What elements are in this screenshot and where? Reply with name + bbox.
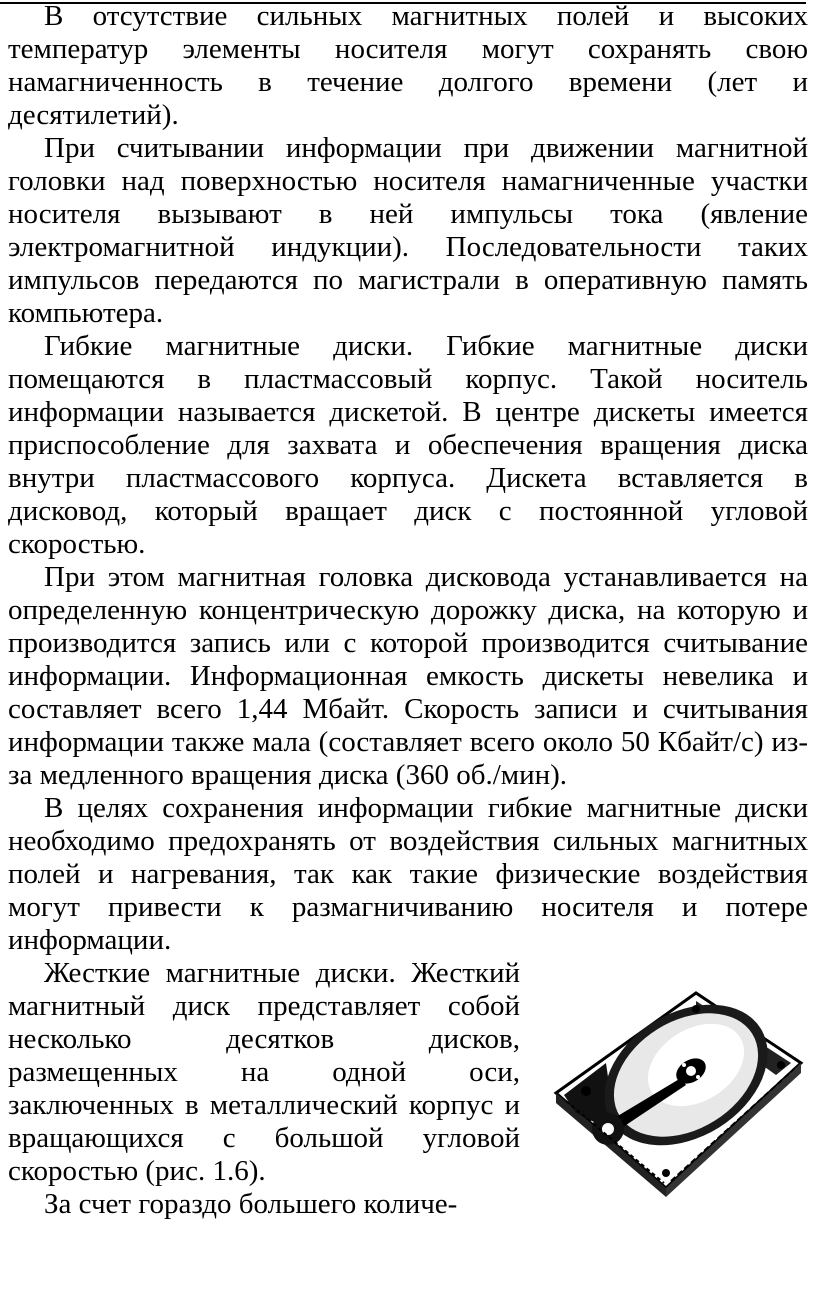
- paragraph-6: Жесткие магнитные диски. Жесткий магнитный диск представляет собой несколько десятков дисков, размещенных на одной оси, заключенных в металлический корпус и вращающихся с большой угловой скоростью (рис. 1.6).: [8, 957, 520, 1187]
- paragraph-3: Гибкие магнитные диски. Гибкие магнитные диски помещаются в пластмассовый корпус. Такой носитель информации называется дискетой. В центре дискеты имеется приспособление для захвата и обеспечения вращения диска внутри пластмассового корпуса. Дискета вставляется в дисковод, который вращает диск с постоянной угловой скоростью.: [8, 330, 808, 560]
- document-page: [8, 0, 808, 1221]
- paragraph-1: В отсутствие сильных магнитных полей и высоких температур элементы носителя могут сохранять свою намагниченность в течение долгого времени (лет и десятилетий).: [8, 0, 808, 131]
- paragraph-2: При считывании информации при движении магнитной головки над поверхностью носителя намагниченные участки носителя вызывают в ней импульсы тока (явление электромагнитной индукции). Последовательности таких импульсов передаются по магистрали в оперативную память компьютера.: [8, 132, 808, 329]
- hard-disk-section: [8, 957, 808, 1188]
- paragraph-5: В целях сохранения информации гибкие магнитные диски необходимо предохранять от воздействия сильных магнитных полей и нагревания, так как такие физические воздействия могут привести к размагничиванию носителя и потере информации.: [8, 792, 808, 956]
- paragraph-4: При этом магнитная головка дисковода устанавливается на определенную концентрическую дорожку диска, на которую и производится запись или с которой производится считывание информации. Информационная емкость дискеты невелика и составляет всего 1,44 Мбайт. Скорость записи и считывания информации также мала (составляет всего около 50 Кбайт/с) из-за медленного вращения диска (360 об./мин).: [8, 561, 808, 791]
- hard-disk-figure: [546, 983, 808, 1205]
- paragraph-7: За счет гораздо большего количе-: [44, 1188, 458, 1220]
- hard-disk-text-column: [8, 957, 520, 1188]
- hard-disk-icon: [546, 983, 808, 1205]
